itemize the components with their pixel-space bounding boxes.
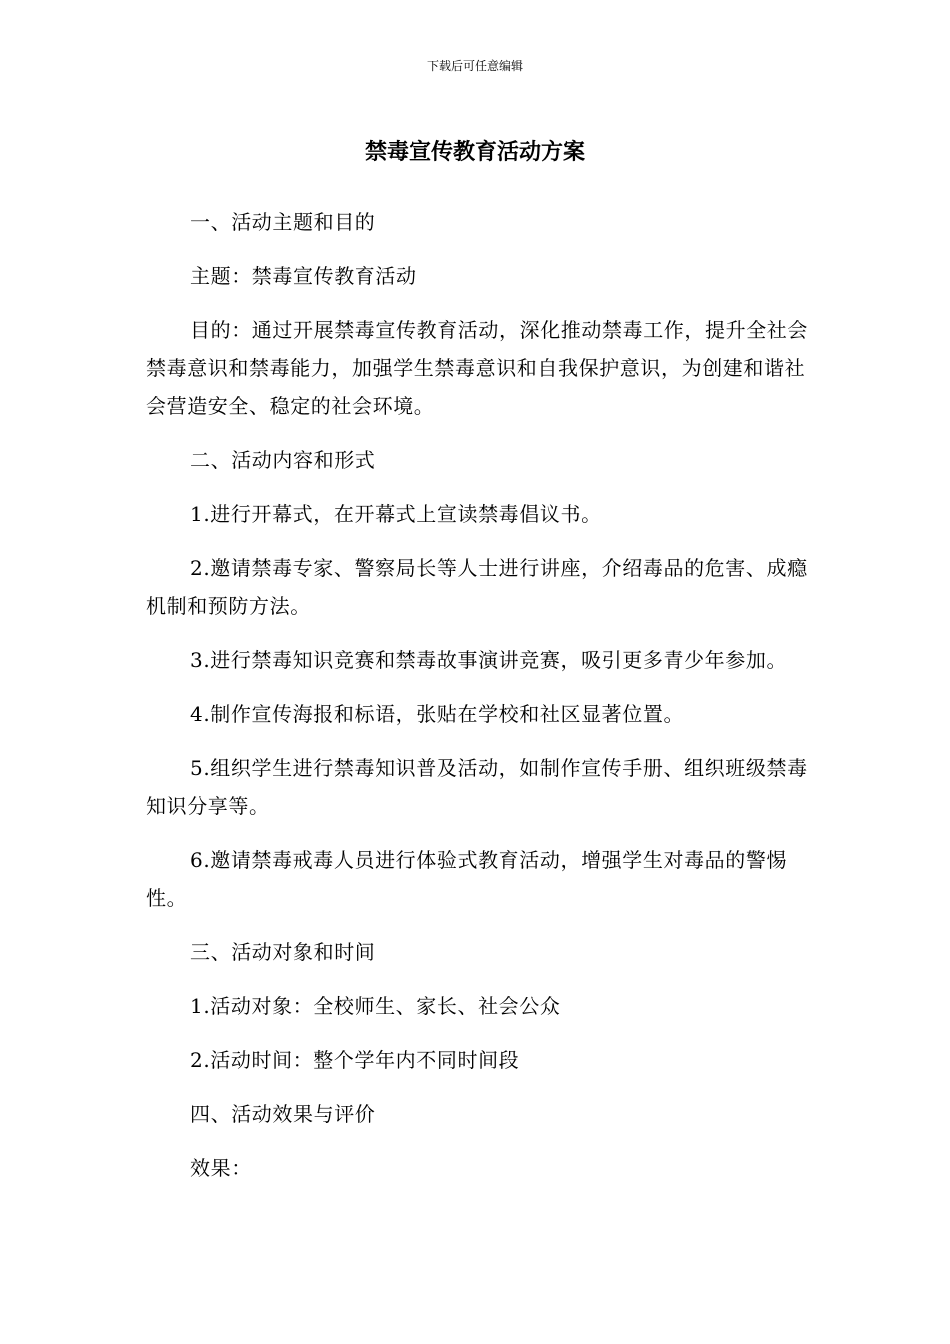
content-item-4: 4.制作宣传海报和标语，张贴在学校和社区显著位置。 — [190, 702, 685, 726]
section-heading-1: 一、活动主题和目的 — [190, 210, 376, 234]
target-item: 1.活动对象：全校师生、家长、社会公众 — [190, 994, 561, 1018]
time-item: 2.活动时间：整个学年内不同时间段 — [190, 1048, 520, 1072]
content-item-1: 1.进行开幕式，在开幕式上宣读禁毒倡议书。 — [190, 502, 602, 526]
section-heading-2: 二、活动内容和形式 — [190, 448, 376, 472]
document-title: 禁毒宣传教育活动方案 — [364, 140, 585, 165]
header-note: 下载后可任意编辑 — [426, 59, 523, 73]
section-heading-3: 三、活动对象和时间 — [190, 940, 376, 964]
effect-label: 效果： — [190, 1156, 252, 1180]
content-item-5: 5.组织学生进行禁毒知识普及活动，如制作宣传手册、组织班级禁毒知识分享等。 — [146, 756, 808, 818]
theme-paragraph: 主题：禁毒宣传教育活动 — [190, 264, 417, 288]
purpose-paragraph: 目的：通过开展禁毒宣传教育活动，深化推动禁毒工作，提升全社会禁毒意识和禁毒能力，加强学生禁毒意识和自我保护意识，为创建和谐社会营造安全、稳定的社会环境。 — [146, 318, 808, 418]
content-item-3: 3.进行禁毒知识竞赛和禁毒故事演讲竞赛，吸引更多青少年参加。 — [190, 648, 788, 672]
section-heading-4: 四、活动效果与评价 — [190, 1102, 376, 1126]
content-item-6: 6.邀请禁毒戒毒人员进行体验式教育活动，增强学生对毒品的警惕性。 — [146, 848, 788, 910]
document-body — [146, 203, 810, 1203]
content-item-2: 2.邀请禁毒专家、警察局长等人士进行讲座，介绍毒品的危害、成瘾机制和预防方法。 — [146, 556, 808, 618]
